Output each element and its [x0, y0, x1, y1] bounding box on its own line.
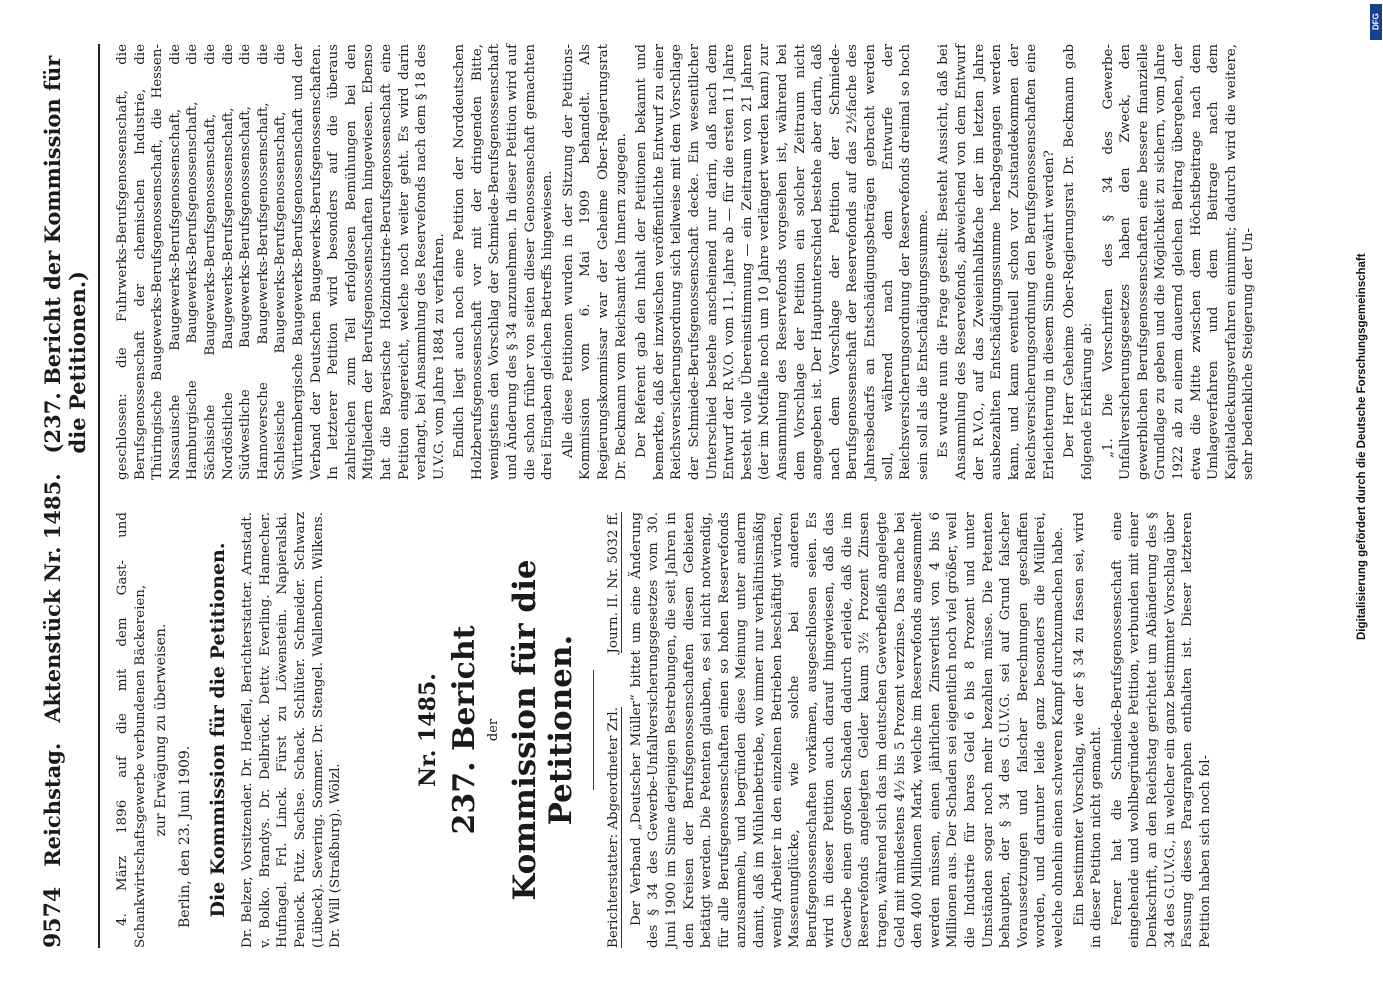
report-title: Kommission für die Petitionen. — [506, 559, 579, 901]
right-column — [114, 44, 1261, 480]
journal-number: Journ. II. Nr. 5032 ff. — [605, 512, 621, 654]
der-word: der — [485, 718, 501, 742]
paragraph: Der Herr Geheime Ober-Regierungsrat Dr. Beckmann gab folgende Erklärung ab: — [1062, 44, 1096, 480]
header-right-title: (237. Bericht der Kommission für die Petitionen.) — [40, 55, 90, 454]
divider — [593, 670, 594, 790]
paragraph: Es wurde nun die Frage gestellt: Besteht Aussicht, daß bei Ansammlung des Reservefonds, abweichend von dem Entwurf der R.V.O., auf das Zweieinhalbfache der im letzten Jahre ausbezahlten Entschädigungssumme herabgegangen werden kann, und kann eventuell schon vor Zustandekommen der Reichsversicherungsordnung den Berufsgenossenschaften eine Erleichterung in diesem Sinne gewährt werden? — [936, 44, 1057, 480]
paragraph: Der Verband „Deutscher Müller“ bittet um eine Änderung des § 34 des Gewerbe-Unfallversicherungsgesetzes vom 30. Juni 1900 im Sinne derjenigen Bestrebungen, die seit Jahren in den Kreisen der Berufsgenossenschaften diesen Gebieten betätigt werden. Die Petenten glauben, es sei nicht notwendig, für alle Berufsgenossenschaften einen so hohen Reservefonds anzusammeln, und begründen diese Meinung unter anderm damit, daß im Mühlenbetriebe, wo immer nur verhältnismäßig wenig Arbeiter in den einzelnen Betrieben beschäftigt würden, Massenunglücke, wie solche bei anderen Berufsgenossenschaften vorkämen, ausgeschlossen seien. Es wird in dieser Petition auch darauf hingewiesen, daß das Gewerbe einen großen Schaden dadurch erleide, daß die im Reservefonds angelegten Gelder kaum 3½ Prozent Zinsen tragen, während sich das im deutschen Gewerbefleiß angelegte Geld mit mindestens 4½ bis 5 Prozent verzinse. Das mache bei den 400 Millionen Mark, welche im Reservefonds angesammelt werden müssen, einen jährlichen Zinsverlust von 4 bis 6 Millionen aus. Der Schaden sei eigentlich noch viel größer, weil die Industrie für bares Geld 6 bis 8 Prozent und unter Umständen sogar noch mehr bezahlen müsse. Die Petenten behaupten, der § 34 des G.U.V.G. sei auf Grund falscher Voraussetzungen und falscher Berechnungen geschaffen worden, und darunter leide ganz besonders die Müllerei, welche ohnehin einen schweren Kampf durchzumachen habe. — [628, 512, 1066, 948]
text-columns — [114, 44, 1261, 948]
page-header — [40, 44, 100, 948]
digitization-credit: Digitalisierung gefördert durch die Deutsche Forschungsgemeinschaft — [1356, 253, 1368, 640]
rapporteur: Berichterstatter: Abgeordneter Zrl. — [605, 707, 621, 948]
report-number: 237. Bericht — [446, 625, 482, 835]
commission-title: Die Kommission für die Petitionen. — [207, 542, 230, 918]
paragraph: Endlich liegt auch noch eine Petition der Norddeutschen Holzberufsgenossenschaft vor mit der dringenden Bitte, wenigstens den Vorschlag der Schmiede-Berufsgenossenschaft und Änderung des § 34 anzunehmen. In dieser Petition wird auf die schon früher von seiten dieser Genossenschaft gemachten drei Eingaben gleichen Betreffs hingewiesen. — [452, 44, 556, 480]
paragraph: Alle diese Petitionen wurden in der Sitzung der Petitions-Kommission vom 6. Mai 1909 behandelt. Als Regierungskommissar war der Geheime Ober-Regierungsrat Dr. Beckmann vom Reichsamt des Innern zugegen. — [560, 44, 629, 480]
rapporteur-line — [606, 512, 622, 948]
paragraph: Ein bestimmter Vorschlag, wie der § 34 zu fassen sei, wird in dieser Petition nicht gemacht. — [1071, 512, 1105, 948]
date-line: Berlin, den 23. Juni 1909. — [177, 745, 194, 928]
paragraph: „1. Die Vorschriften des § 34 des Gewerbe-Unfallversicherungsgesetzes haben den Zweck, den gewerblichen Berufsgenossenschaften eine bessere finanzielle Grundlage zu geben und die Möglichkeit zu sichern, vom Jahre 1922 ab zu einem dauernd gleichen Beitrag übergehen, der etwa die Mitte zwischen dem Höchstbeitrage nach dem Umlageverfahren und dem Beitrage nach dem Kapitaldeckungsverfahren einnimmt; dadurch wird die weitere, sehr bedenkliche Steigerung der Un- — [1100, 44, 1257, 480]
members-list: Dr. Belzer, Vorsitzender. Dr. Hoeffel, Berichterstatter. Arnstadt. v. Bolko. Brandys. Dr. Delbrück. Dettv. Everling. Hamecher. Hufnagel. Frl. Linck. Fürst zu Löwenstein. Napieralski. Peniock. Pütz. Sachse. Schack. Schlüter. Schneider. Schwarz (Lübeck). Severing. Sommer. Dr. Stengel. Wallenborn. Wilkens. Dr. Will (Straßburg). Wölzl. — [240, 512, 344, 948]
dfg-logo: DFG — [1370, 4, 1382, 40]
page-number: 9574 — [40, 886, 66, 948]
item-4-close: zur Erwägung zu überweisen. — [153, 623, 170, 837]
paragraph: Ferner hat die Schmiede-Berufsgenossenschaft eine eingehende und wohlbegründete Petition, verbunden mit einer Denkschrift, an den Reichstag gerichtet um Abänderung des § 34 des G.U.V.G., in welcher ein ganz bestimmter Vorschlag über Fassung dieses Paragraphen enthalten ist. Dieser letzteren Petition haben sich noch fol- — [1109, 512, 1213, 948]
left-column — [114, 512, 1261, 948]
header-left-title: Reichstag. — [40, 742, 65, 867]
document-number: Nr. 1485. — [414, 673, 441, 787]
header-middle-title: Aktenstück Nr. 1485. — [40, 473, 65, 723]
paragraph: Der Referent gab den Inhalt der Petitionen bekannt und bemerkte, daß der inzwischen veröffentlichte Entwurf zu einer Reichsversicherungsordnung sich teilweise mit dem Vorschlage der Schmiede-Berufsgenossenschaft decke. Ein wesentlicher Unterschied bestehe anscheinend nur darin, daß nach dem Entwurf der R.V.O. vom 11. Jahre ab — für die ersten 11 Jahre besteht volle Übereinstimmung — ein Zeitraum von 21 Jahren (der im Notfalle noch um 10 Jahre verlängert werden kann) zur Ansammlung des Reservefonds vorgesehen ist, während bei dem Vorschlage der Petition ein solcher Zeitraum nicht angegeben ist. Der Hauptunterschied bestehe aber darin, daß nach dem Vorschlage der Petition der Schmiede-Berufsgenossenschaft der Reservefonds auf das 2½fache des Jahresbedarfs an Entschädigungsbeträgen gebracht werden soll, während nach dem Entwurfe der Reichsversicherungsordnung der Reservefonds dreimal so hoch sein soll als die Entschädigungssumme. — [634, 44, 931, 480]
paragraph: geschlossen: die Fuhrwerks-Berufsgenossenschaft, die Berufsgenossenschaft der chemischen Industrie, die Thüringische Baugewerks-Berufsgenossenschaft, die Hessen-Nassauische Baugewerks-Berufsgenossenschaft, die Hamburgische Baugewerks-Berufsgenossenschaft, die Sächsische Baugewerks-Berufsgenossenschaft, die Nordöstliche Baugewerks-Berufsgenossenschaft, die Südwestliche Baugewerks-Berufsgenossenschaft, die Hannoversche Baugewerks-Berufsgenossenschaft, die Schlesische Baugewerks-Berufsgenossenschaft, die Württembergische Baugewerks-Berufsgenossenschaft und der Verband der Deutschen Baugewerks-Berufsgenossenschaften. In letzterer Petition wird besonders auf die überaus zahlreichen zum Teil erfolglosen Bemühungen bei den Mitgliedern der Berufsgenossenschaften hingewiesen. Ebenso hat die Bayerische Holzindustrie-Berufsgenossenschaft eine Petition eingereicht, welche noch weiter geht. Es wird darin verlangt, bei Ansammlung des Reservefonds nach dem § 18 des U.V.G. vom Jahre 1884 zu verfahren. — [115, 44, 447, 480]
item-4: 4. März 1896 auf die mit dem Gast- und Schankwirtschaftsgewerbe verbundenen Bäckereien, — [115, 512, 148, 948]
